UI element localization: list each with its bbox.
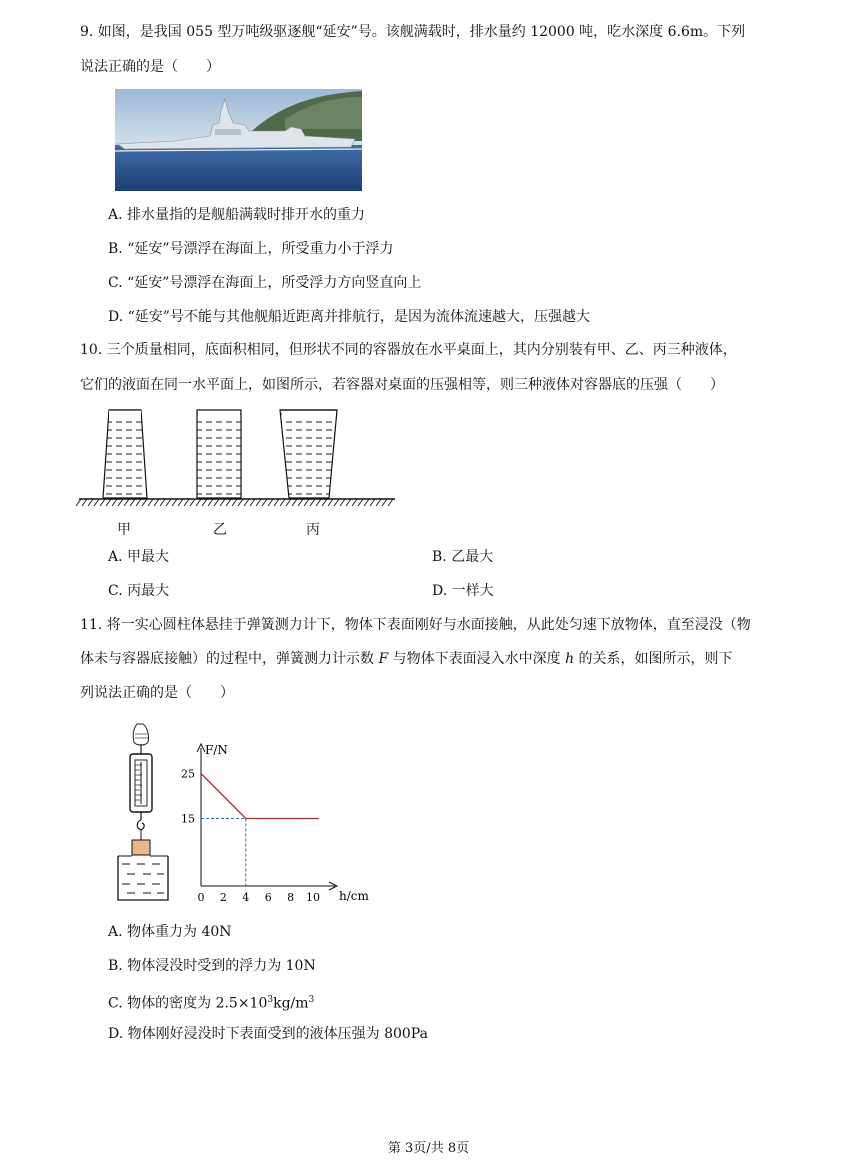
- label-bing: 丙: [306, 522, 320, 538]
- q11-option-b: B. 物体浸没时受到的浮力为 10N: [108, 958, 316, 974]
- q9-option-d: D. “延安”号不能与其他舰船近距离并排航行，是因为流体流速越大，压强越大: [108, 309, 590, 325]
- q11-stem-line2: 体未与容器底接触）的过程中，弹簧测力计示数 F 与物体下表面浸入水中深度 h 的关系，如图所示，则下: [80, 651, 733, 667]
- q10-option-b: B. 乙最大: [432, 549, 494, 565]
- x-tick-label: 0: [197, 891, 205, 904]
- q10-stem-line2: 它们的液面在同一水平面上，如图所示，若容器对桌面的压强相等，则三种液体对容器底的压强（ ）: [80, 377, 724, 393]
- force-depth-chart: [175, 740, 375, 906]
- var-h: h: [565, 651, 575, 667]
- q9-option-c: C. “延安”号漂浮在海面上，所受浮力方向竖直向上: [108, 275, 422, 291]
- label-yi: 乙: [213, 522, 227, 538]
- series-line: [201, 774, 319, 819]
- destroyer-photo: [115, 89, 362, 191]
- spring-scale-apparatus: [110, 722, 180, 904]
- container-bing: [280, 410, 337, 498]
- q9-option-b: B. “延安”号漂浮在海面上，所受重力小于浮力: [108, 241, 394, 257]
- y-axis-label: F/N: [205, 743, 228, 757]
- container-jia: [103, 410, 147, 498]
- three-containers-figure: [75, 402, 400, 512]
- q11-stem-line3: 列说法正确的是（ ）: [80, 685, 234, 701]
- x-tick-label: 2: [219, 891, 227, 904]
- x-axis-label: h/cm: [339, 889, 369, 903]
- q10-stem-line1: 10. 三个质量相同，底面积相同，但形状不同的容器放在水平桌面上，其内分别装有甲、乙、丙三种液体，: [80, 342, 737, 358]
- q9-stem-line2: 说法正确的是（ ）: [80, 59, 220, 75]
- q11-option-c: C. 物体的密度为 $2.5\times 10^3kg/m^3$: [108, 995, 315, 1012]
- x-tick-label: 10: [306, 891, 320, 904]
- var-F: F: [378, 651, 389, 667]
- cylinder-object: [132, 840, 150, 855]
- page-footer: 第 3页/共 8页: [387, 1141, 470, 1156]
- q10-option-a: A. 甲最大: [108, 549, 170, 565]
- q10-option-d: D. 一样大: [432, 583, 494, 599]
- x-tick-label: 8: [287, 891, 295, 904]
- q11-option-a: A. 物体重力为 40N: [108, 924, 232, 940]
- x-tick-label: 4: [242, 891, 250, 904]
- label-jia: 甲: [117, 522, 131, 538]
- q9-option-a: A. 排水量指的是舰船满载时排开水的重力: [108, 207, 366, 223]
- x-tick-label: 6: [264, 891, 272, 904]
- container-yi: [197, 410, 241, 498]
- y-tick-label: 25: [181, 767, 195, 781]
- q10-option-c: C. 丙最大: [108, 583, 170, 599]
- q11-stem-line1: 11. 将一实心圆柱体悬挂于弹簧测力计下，物体下表面刚好与水面接触，从此处匀速下放物体，直至浸没（物: [80, 617, 751, 633]
- q9-stem-line1: 9. 如图，是我国 055 型万吨级驱逐舰“延安”号。该舰满载时，排水量约 12000 吨，吃水深度 6.6m。下列: [80, 24, 746, 40]
- q11-option-d: D. 物体刚好浸没时下表面受到的液体压强为 800Pa: [108, 1026, 428, 1042]
- y-tick-label: 15: [181, 812, 195, 826]
